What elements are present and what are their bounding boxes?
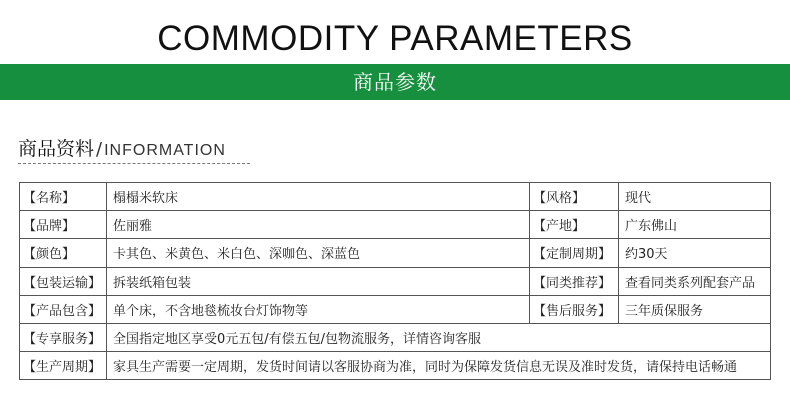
table-row-wide <box>20 352 771 380</box>
spec-label: 【产地】 <box>530 211 619 239</box>
table-row <box>20 183 771 211</box>
section-heading <box>18 136 250 164</box>
spec-label: 【颜色】 <box>20 239 107 267</box>
section-title-en: INFORMATION <box>104 142 226 159</box>
spec-value: 全国指定地区享受0元五包/有偿五包/包物流服务，详情咨询客服 <box>107 323 771 351</box>
spec-value: 现代 <box>619 183 771 211</box>
section-banner <box>0 64 790 100</box>
spec-value: 单个床，不含地毯梳妆台灯饰物等 <box>107 295 530 323</box>
banner-title: 商品参数 <box>353 70 437 94</box>
spec-value: 佐丽雅 <box>107 211 530 239</box>
spec-value: 家具生产需要一定周期，发货时间请以客服协商为准，同时为保障发货信息无误及准时发货，请保持电话畅通 <box>107 352 771 380</box>
spec-label: 【包装运输】 <box>20 267 107 295</box>
table-row <box>20 239 771 267</box>
table-row <box>20 267 771 295</box>
spec-value: 广东佛山 <box>619 211 771 239</box>
spec-label: 【定制周期】 <box>530 239 619 267</box>
table-row <box>20 295 771 323</box>
spec-label: 【同类推荐】 <box>530 267 619 295</box>
section-title-separator: / <box>96 139 103 160</box>
spec-table <box>19 182 771 380</box>
spec-label: 【生产周期】 <box>20 352 107 380</box>
spec-label: 【名称】 <box>20 183 107 211</box>
spec-value: 三年质保服务 <box>619 295 771 323</box>
table-row-wide <box>20 323 771 351</box>
spec-value: 榻榻米软床 <box>107 183 530 211</box>
spec-value: 查看同类系列配套产品 <box>619 267 771 295</box>
spec-label: 【产品包含】 <box>20 295 107 323</box>
section-title-zh: 商品资料 <box>18 138 95 160</box>
spec-value: 约30天 <box>619 239 771 267</box>
spec-value: 卡其色、米黄色、米白色、深咖色、深蓝色 <box>107 239 530 267</box>
spec-label: 【品牌】 <box>20 211 107 239</box>
spec-label: 【售后服务】 <box>530 295 619 323</box>
spec-value: 拆装纸箱包装 <box>107 267 530 295</box>
table-row <box>20 211 771 239</box>
spec-label: 【专享服务】 <box>20 323 107 351</box>
page-title: COMMODITY PARAMETERS <box>157 19 633 58</box>
spec-label: 【风格】 <box>530 183 619 211</box>
